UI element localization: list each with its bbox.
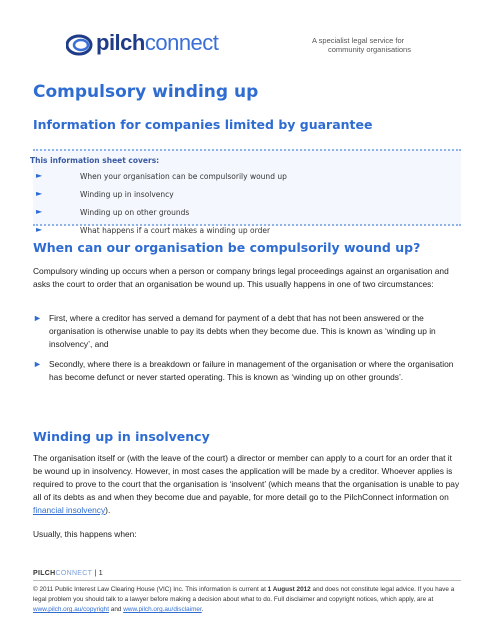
section-heading-insolvency: Winding up in insolvency bbox=[33, 429, 210, 444]
paragraph-text: The organisation itself or (with the leave of the court) a director or member can apply to a court for an order that it be wound up in insolvency. However, in most cases the application will be made by a creditor. Whoever applies is required to prove to the court that the organisation is ‘insolvent’ (which means that the organisation is unable to pay all of its debts as and when they become due and payable, for more detail go to the PilchConnect information on bbox=[33, 453, 460, 502]
arrow-bullet-icon: ► bbox=[36, 207, 43, 216]
bullet-text: Secondly, where there is a breakdown or failure in management of the organisation or where the organisation has become defunct or never started operating. This is known as ‘winding up on other grounds’. bbox=[49, 359, 454, 382]
legal-text: and bbox=[109, 606, 124, 613]
footer-page-label bbox=[33, 570, 103, 577]
cover-item-text: Winding up on other grounds bbox=[80, 208, 190, 217]
arrow-bullet-icon: ► bbox=[36, 171, 43, 180]
copyright-link[interactable]: www.pilch.org.au/copyright bbox=[33, 606, 110, 613]
tagline-line-1: A specialist legal service for bbox=[312, 36, 405, 45]
footer-divider bbox=[33, 580, 461, 581]
section-insolvency-paragraph bbox=[33, 452, 463, 517]
footer-legal bbox=[33, 585, 463, 615]
financial-insolvency-link[interactable]: financial insolvency bbox=[33, 505, 106, 515]
cover-item-text: When your organisation can be compulsorily wound up bbox=[80, 172, 287, 181]
section-when-intro: Compulsory winding up occurs when a person or company brings legal proceedings against an organisation and asks the court to order that an organisation be wound up. This usually happens in one of two circumstances: bbox=[33, 266, 449, 289]
paragraph-text-end: ). bbox=[105, 505, 111, 515]
section-when-bullets bbox=[33, 312, 463, 391]
cover-heading: This information sheet covers: bbox=[30, 156, 160, 165]
footer-brand-pilch: PILCH bbox=[33, 570, 56, 577]
logo-wordmark bbox=[96, 30, 218, 56]
list-item bbox=[33, 358, 463, 384]
logo-word-connect: connect bbox=[144, 30, 219, 55]
legal-date: 1 August 2012 bbox=[267, 586, 311, 593]
logo-word-pilch: pilch bbox=[96, 30, 145, 55]
arrow-bullet-icon: ► bbox=[36, 225, 43, 234]
pilchconnect-logo bbox=[66, 28, 236, 64]
tagline-line-2: community organisations bbox=[328, 45, 411, 54]
list-item bbox=[33, 312, 463, 351]
footer-page-number: | 1 bbox=[92, 570, 103, 577]
arrow-bullet-icon: ► bbox=[33, 359, 42, 369]
footer-brand-connect: CONNECT bbox=[55, 570, 93, 577]
legal-text: © 2011 Public Interest Law Clearing House (VIC) Inc. This information is current at bbox=[33, 586, 268, 593]
cover-item-text: Winding up in insolvency bbox=[80, 190, 174, 199]
section-heading-when: When can our organisation be compulsorily wound up? bbox=[33, 240, 421, 255]
logo-swirl-icon bbox=[66, 32, 96, 58]
bullet-text: First, where a creditor has served a demand for payment of a debt that has not been answered or the organisation is otherwise unable to pay its debts when they become due. This is known as ‘winding up in insolvency’, and bbox=[49, 313, 436, 349]
section-insolvency-usually: Usually, this happens when: bbox=[33, 529, 137, 539]
legal-text: and does not constitute legal advice. If you have a legal problem you should talk to a lawyer before making a decision about what to do. Full disclaimer and copyright notices, which apply, are at bbox=[33, 586, 455, 603]
arrow-bullet-icon: ► bbox=[33, 313, 42, 323]
legal-text: . bbox=[201, 606, 204, 613]
page-subtitle: Information for companies limited by guarantee bbox=[33, 117, 373, 132]
header-tagline bbox=[312, 36, 442, 54]
cover-item-text: What happens if a court makes a winding up order bbox=[80, 226, 271, 235]
disclaimer-link[interactable]: www.pilch.org.au/disclaimer bbox=[123, 606, 202, 613]
page-title: Compulsory winding up bbox=[33, 82, 259, 102]
arrow-bullet-icon: ► bbox=[36, 189, 43, 198]
